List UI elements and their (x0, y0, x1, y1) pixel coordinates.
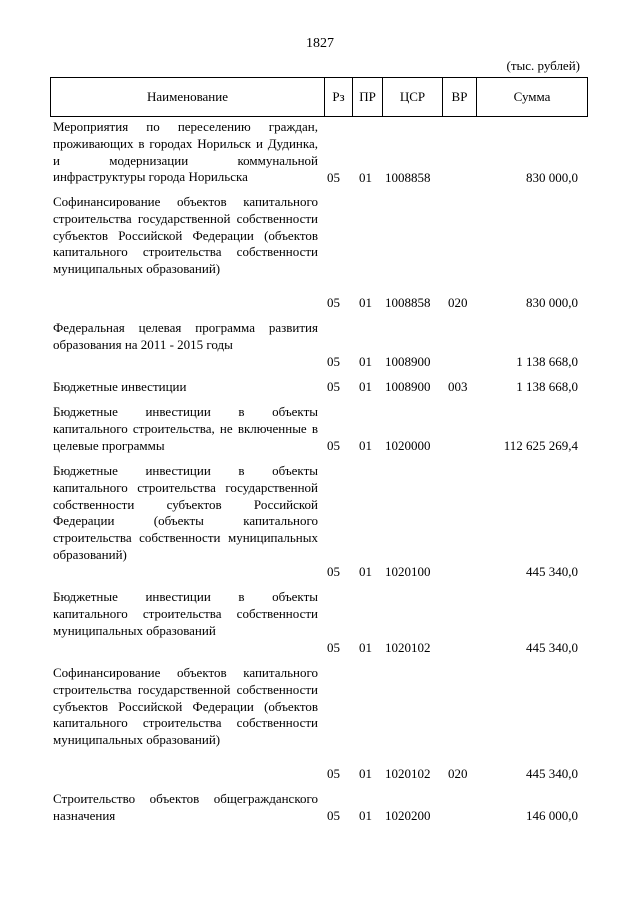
row-csr: 1008858 (385, 170, 431, 186)
table-row (50, 463, 588, 581)
header-name: Наименование (50, 78, 324, 116)
table-row (50, 589, 588, 657)
row-sum: 1 138 668,0 (516, 354, 578, 370)
table-row (50, 791, 588, 825)
row-rz: 05 (327, 564, 340, 580)
row-rz: 05 (327, 766, 340, 782)
row-pr: 01 (359, 170, 372, 186)
row-pr: 01 (359, 564, 372, 580)
row-pr: 01 (359, 295, 372, 311)
row-sum: 830 000,0 (526, 295, 578, 311)
row-name: Бюджетные инвестиции в объекты капитального строительства государственной собственности субъектов Российской Федерации (объекты капитального строительства собственности муниципальных образований) (53, 463, 318, 562)
table-row (50, 404, 588, 455)
row-rz: 05 (327, 438, 340, 454)
header-rz: Рз (324, 78, 352, 116)
row-rz: 05 (327, 640, 340, 656)
row-pr: 01 (359, 808, 372, 824)
row-vr: 020 (448, 766, 468, 782)
table-row (50, 379, 588, 396)
header-pr: ПР (352, 78, 382, 116)
units-label: (тыс. рублей) (506, 58, 580, 73)
row-rz: 05 (327, 295, 340, 311)
row-sum: 445 340,0 (526, 564, 578, 580)
row-name: Софинансирование объектов капитального строительства государственной собственности субъектов Российской Федерации (объектов капитального строительства собственности муниципальных образований) (53, 194, 318, 277)
row-rz: 05 (327, 808, 340, 824)
row-pr: 01 (359, 379, 372, 395)
row-rz: 05 (327, 170, 340, 186)
row-sum: 112 625 269,4 (503, 438, 578, 454)
header-csr: ЦСР (382, 78, 442, 116)
row-csr: 1020200 (385, 808, 431, 824)
row-pr: 01 (359, 640, 372, 656)
row-vr: 003 (448, 379, 468, 395)
row-sum: 1 138 668,0 (516, 379, 578, 395)
row-pr: 01 (359, 354, 372, 370)
row-name: Строительство объектов общегражданского назначения (53, 791, 318, 823)
row-name: Федеральная целевая программа развития образования на 2011 - 2015 годы (53, 320, 318, 352)
row-vr: 020 (448, 295, 468, 311)
row-rz: 05 (327, 379, 340, 395)
header-sum: Сумма (476, 78, 588, 116)
row-csr: 1020100 (385, 564, 431, 580)
row-csr: 1020102 (385, 766, 431, 782)
row-name: Мероприятия по переселению граждан, проживающих в городах Норильск и Дудинка, и модернизации коммунальной инфраструктуры города Норильска (53, 119, 318, 185)
row-csr: 1020102 (385, 640, 431, 656)
row-csr: 1008900 (385, 354, 431, 370)
table-row (50, 119, 588, 187)
row-name: Бюджетные инвестиции (53, 379, 187, 394)
table-row (50, 665, 588, 783)
row-name: Бюджетные инвестиции в объекты капитального строительства собственности муниципальных образований (53, 589, 318, 638)
row-sum: 445 340,0 (526, 766, 578, 782)
header-vr: ВР (442, 78, 476, 116)
row-csr: 1008858 (385, 295, 431, 311)
row-pr: 01 (359, 438, 372, 454)
row-sum: 445 340,0 (526, 640, 578, 656)
row-rz: 05 (327, 354, 340, 370)
row-name: Софинансирование объектов капитального строительства государственной собственности субъектов Российской Федерации (объектов капитального строительства собственности муниципальных образований) (53, 665, 318, 748)
row-csr: 1008900 (385, 379, 431, 395)
row-sum: 146 000,0 (526, 808, 578, 824)
table-row (50, 320, 588, 371)
row-csr: 1020000 (385, 438, 431, 454)
page-number: 1827 (306, 36, 334, 51)
row-sum: 830 000,0 (526, 170, 578, 186)
table-header (50, 77, 588, 117)
row-pr: 01 (359, 766, 372, 782)
table-row (50, 194, 588, 312)
row-name: Бюджетные инвестиции в объекты капитального строительства, не включенные в целевые программы (53, 404, 318, 453)
